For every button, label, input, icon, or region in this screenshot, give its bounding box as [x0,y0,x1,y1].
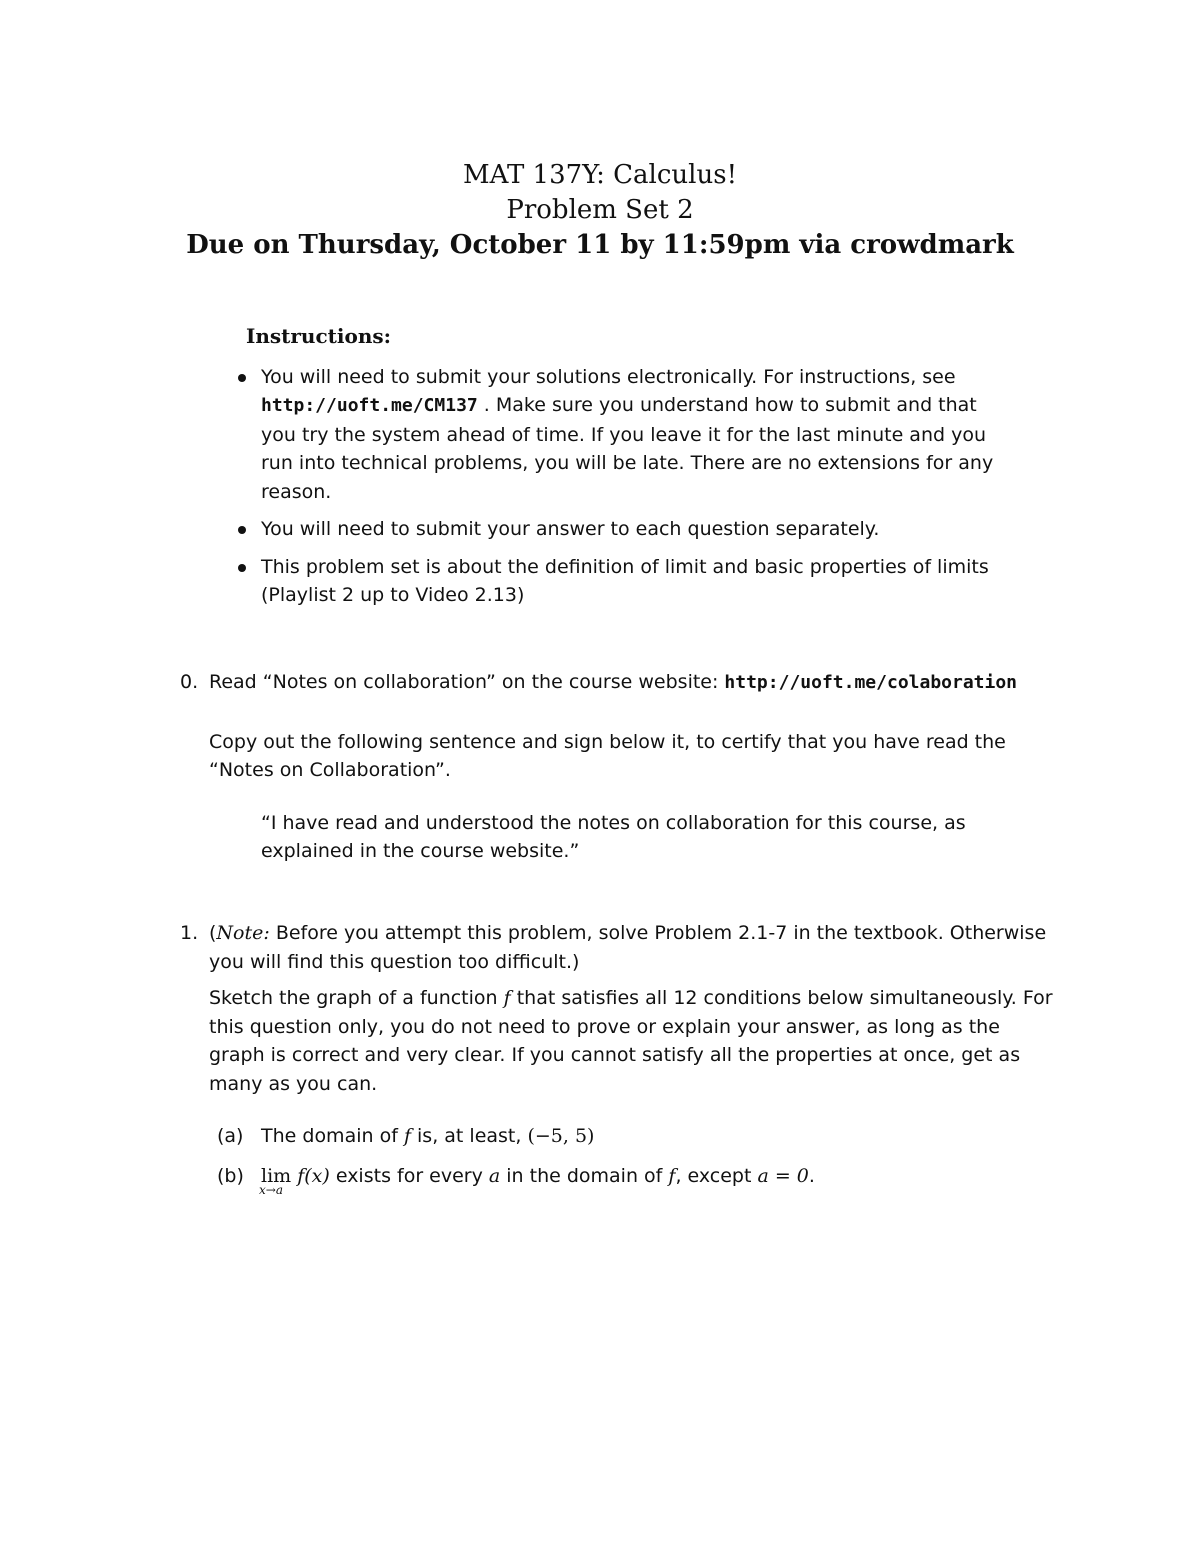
function-symbol: f [668,1165,676,1187]
exception-condition: a = 0 [757,1165,809,1187]
note-text: Before you attempt this problem, solve Problem 2.1-7 in the textbook. Otherwise you will find this question too difficult.) [209,922,1047,973]
read-notes-line [209,668,1060,698]
problem-1 [180,919,1060,1202]
function-symbol: f [403,1125,411,1147]
instruction-item [246,553,1006,610]
sketch-text: that satisfies all 12 conditions below simultaneously. For this question only, you do not need to prove or explain your answer, as long as the graph is correct and very clear. If you cannot satisfy all the properties at once, get as many as you can. [209,987,1053,1095]
read-notes-text: Read “Notes on collaboration” on the course website: [209,671,725,693]
problem-number: 0. [180,671,199,693]
collaboration-link[interactable]: http://uoft.me/colaboration [724,672,1018,693]
lim-operator: lim [261,1165,292,1187]
bullet-icon [238,374,246,382]
cm137-link[interactable]: http://uoft.me/CM137 [261,395,478,416]
instructions-heading: Instructions: [246,324,392,348]
bullet-icon [238,564,246,572]
condition-item [217,1162,1060,1202]
condition-label: (a) [217,1125,244,1147]
sketch-instructions [209,984,1060,1098]
condition-text: . [808,1165,815,1187]
variable-symbol: a [488,1165,501,1187]
instruction-text: . Make sure you understand how to submit and that you try the system ahead of time. If you leave it for the last minute and you run into technical problems, you will be late. There are no extensions for any reason. [261,394,994,503]
collaboration-quote: “I have read and understood the notes on collaboration for this course, as explained in the course website.” [261,811,966,862]
condition-label: (b) [217,1165,244,1187]
function-expression: f(x) [297,1165,330,1187]
function-symbol: f [503,987,511,1009]
condition-text: exists for every [329,1165,489,1187]
note-paren: ( [209,922,217,944]
problem-set-title: Problem Set 2 [506,195,694,225]
bullet-icon [238,526,246,534]
problem-0 [180,668,1060,866]
instruction-text: You will need to submit your answer to each question separately. [261,518,880,540]
title-block [0,158,1200,263]
conditions-list [217,1122,1060,1202]
due-date: Due on Thursday, October 11 by 11:59pm via crowdmark [186,230,1014,260]
instruction-text: This problem set is about the definition of limit and basic properties of limits (Playlist 2 up to Video 2.13) [261,555,989,606]
instruction-item [246,363,1006,507]
note-label: Note: [216,922,270,944]
condition-item [217,1122,1060,1162]
domain-interval: (−5, 5) [527,1125,595,1147]
condition-text: is, at least, [410,1125,528,1147]
condition-text: in the domain of [500,1165,669,1187]
lim-subscript: x→a [259,1183,283,1197]
condition-text: , except [675,1165,758,1187]
copy-instructions: Copy out the following sentence and sign below it, to certify that you have read the “Notes on Collaboration”. [209,730,1006,781]
limit-expression [259,1162,292,1197]
sketch-text: Sketch the graph of a function [209,987,504,1009]
course-title: MAT 137Y: Calculus! [462,160,738,190]
instruction-item [246,515,1006,544]
condition-text: The domain of [261,1125,404,1147]
instruction-text: You will need to submit your solutions electronically. For instructions, see [261,365,956,388]
instructions-section [246,322,1006,619]
problem-number: 1. [180,922,199,944]
problem-note [209,919,1060,976]
